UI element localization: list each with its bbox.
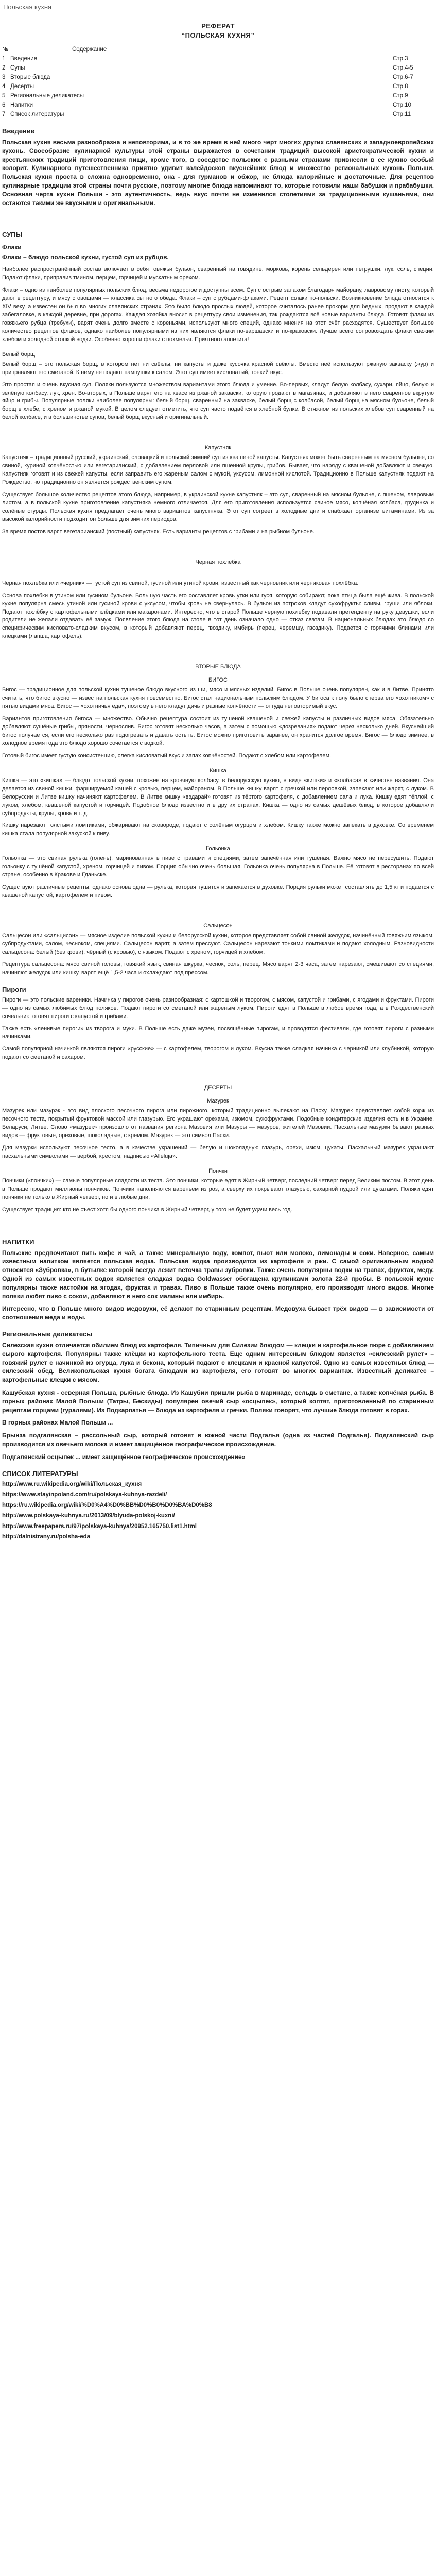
paragraph: В горных районах Малой Польши ... — [2, 1419, 113, 1427]
toc-name: Введение — [10, 56, 38, 62]
paragraph: Капустняк – традиционный русский, украинский, словацкий и польский зимний суп из квашеной капусты. Капустняк может быть сваренным на мясном бульоне, со свиной, куриной копчёностью или вегетарианский, с добавлением перловой или пшённой крупы, грибов. Бывает, что наряду с квашеной добавляют и свежую. Капустняк готовят и из свежей капусты, если заправить его жареным салом с мукой, уксусом, лимонной кислотой. Традиционно в Польше капустняк подают на Рождество, но традиционно он является рождественским супом. — [2, 454, 434, 486]
paragraph: Брынза подгалянская – рассольный сыр, который готовят в южной части Подгалья (одна из частей Подгалья). Подгалянский сыр производится из овечьего молока и имеет защищённое географическое происхождение. — [2, 1432, 434, 1448]
toc-page: Стр.10 — [393, 102, 411, 109]
toc-num: 4 — [2, 83, 6, 90]
toc-page: Стр.3 — [393, 56, 408, 62]
paczki-heading: Пончки — [208, 1167, 228, 1174]
drinks-title: НАПИТКИ — [2, 1238, 34, 1246]
czernina-heading: Черная похлебка — [195, 558, 241, 565]
toc-col-name: Содержание — [72, 46, 107, 53]
toc-name: Супы — [10, 65, 25, 72]
site-title: Польская кухня — [2, 0, 434, 15]
toc-name: Список литературы — [10, 111, 64, 118]
paragraph: Вариантов приготовления бигоса — множество. Обычно рецептура состоит из тушеной квашеной и свежей капусты и различных видов мяса. Обязательно добавляют сушёные грибы, пряности, чернослив. Бигос готовят несколько часов, а затем с помощью «дозревания» подают через несколько дней. Вкуснейший бигос получается, если его несколько раз подогревать и давать остыть. Бигос можно приготовить заранее, он хранится долгое время. Бигос — блюдо зимнее, в холодное время года это блюдо хорошо сочетается с водкой. — [2, 716, 434, 747]
paragraph: Мазурек или мазурэк - это вид плоского песочного пирога или пирожного, который традиционно выпекают на Пасху. Мазурек представляет собой корж из песочного теста, покрытый фруктовой массой или глазурью. Его украшают орехами, изюмом, сухофруктами. Подобные кондитерские изделия есть и в Украине, Беларуси, Литве. Слово «мазурек» произошло от названия региона Мазовия или Мазуры — мазуров, жителей Мазовии. Пасхальные мазурки бывают разных видов — фруктовые, ореховые, шоколадные, с кремом. Мазурек — это символ Пасхи. — [2, 1108, 434, 1139]
flaki-lead: Флаки – блюдо польской кухни, густой суп из рубцов. — [2, 253, 169, 261]
intro-title: Введение — [2, 127, 34, 135]
source-link[interactable]: http://dalnistrany.ru/polsha-eda — [2, 1534, 91, 1540]
paragraph: Пончики («пончки») — самые популярные сладости из теста. Это пончики, которые едят в Жирный четверг, последний четверг перед Великим постом. В этот день в Польше продают миллионы пончиков. Пончики наполняются вареньем из роз, а сверху их покрывают глазурью, сахарной пудрой или цукатами. Поляки едят пончики не только в Жирный четверг, но и в любые дни. — [2, 1177, 434, 1200]
paragraph: Самой популярной начинкой являются пироги «русские» — с картофелем, творогом и луком. Вкусна также сладкая начинка с черникой или клубникой, которую подают со сметаной и сахаром. — [2, 1046, 434, 1061]
paragraph: Также есть «ленивые пироги» из творога и муки. В Польше есть даже музеи, посвящённые пирогам, и проводятся фестивали, где готовят пироги с разными начинками. — [2, 1025, 434, 1040]
toc-name: Региональные деликатесы — [10, 93, 84, 99]
paragraph: Рецептура сальцесона: мясо свиной головы, говяжий язык, свиная шкурка, чеснок, соль, перец. Мясо варят 2-3 часа, затем нарезают, смешивают со специями, начиняют желудок или кишку, варят ещё 1,5-2 часа и охлаждают под прессом. — [2, 961, 434, 976]
kapusniak-heading: Капустняк — [204, 445, 232, 451]
paragraph: Кишку нарезают толстыми ломтиками, обжаривают на сковороде, подают с солёным огурцом и хлебом. Кишку также можно запекать в духовке. Со временем кишка стала популярной закуской к пиву. — [2, 822, 434, 837]
pierogi-title: Пироги — [2, 985, 26, 993]
soups-title: СУПЫ — [2, 231, 23, 239]
bialy-heading: Белый борщ — [2, 351, 36, 358]
toc-page: Стр.4-5 — [393, 65, 413, 72]
toc-row — [2, 91, 434, 100]
paragraph: Основа похлебки в утином или гусином бульоне. Большую часть его составляет кровь утки или гуся, которую собирают, пока птица была ещё жива. В польской кухне популярна смесь утиной или гусиной крови с уксусом, чтобы кровь не свернулась. В бульон из потрохов кладут сухофрукты: сливы, груши или яблоки. Подают похлёбку с картофельными клёцками или макаронами. Интересно, что в старой Польше черную похлебку подавали претенденту на руку девушки, если родители не желали отдавать её замуж. Появление этого блюда на столе в тот день означало одно — отказ сватам. В национальных блюдах это блюдо со специфическим кисловато-сладким вкусом, в который добавляют перец, гвоздику, имбирь (перец, черемшу, гвоздику). Подается с горячими блинами или клёцками (лапша, картофель). — [2, 592, 434, 640]
table-of-contents — [2, 45, 434, 119]
paragraph: Подгалянский осцыпек ... имеет защищённое географическое происхождение» — [2, 1453, 246, 1461]
source-link[interactable]: http://www.ru.wikipedia.org/wiki/Польская_кухня — [2, 1481, 142, 1487]
toc-num: 2 — [2, 65, 6, 72]
toc-row — [2, 73, 434, 82]
toc-row — [2, 100, 434, 110]
paragraph: За время постов варят вегетарианский (постный) капустняк. Есть варианты рецептов с грибами и на рыбном бульоне. — [2, 528, 315, 535]
paragraph: Гольонка — это свиная рулька (голень), маринованная в пиве с травами и специями, затем запечённая или тушёная. Важно мясо не пересушить. Подают гольонку с тушёной капустой, хреном, горчицей и пивом. Порция обычно очень большая. Гольонка очень популярна в Польше. Её готовят в ресторанах по всей стране, особенно в Кракове и Гданьске. — [2, 855, 434, 878]
flaki-heading: Флаки — [2, 244, 22, 251]
source-link[interactable]: https://ru.wikipedia.org/wiki/%D0%A4%D0%BB%D0%B0%D0%BA%D0%B8 — [2, 1502, 212, 1509]
paragraph: Черная похлебка или «черник» — густой суп из свиной, гусиной или утиной крови, известный как черновник или черниковая похлёбка. — [2, 580, 359, 586]
toc-row — [2, 54, 434, 63]
paragraph: Флаки – одно из наиболее популярных польских блюд, весьма недорогое и доступны всем. Суп с острым запахом благодаря майорану, лавровому листу, который дают в рецептуру, и мясу с овощами — классика сытного обеда. Флаки – суп с рубцами-флаками. Рецепт флаки по-польски. Возникновение блюда относится к XIV веку, а известен он был во многих славянских странах. Это было блюдо простых людей, которое считалось ранее прокорм для бедных, продают в каждой забегаловке, в каждой деревне, при дорогах. Каждая хозяйка вносит в рецептуру свои изменения, так рождаются всё новые варианты блюда. Готовят флаки из говяжьего рубца (требухи), варят очень долго вместе с кореньями, используют много специй, однако мнения на этот счёт расходятся. Существует большое количество рецептов флаков, однако наиболее популярными из них являются флаки по-варшавски и по-краковски. Лучше всего сопровождать флаки свежим хлебом и холодной стопкой водки. Особенно хороши флаки с похмелья. Приятного аппетита! — [2, 287, 434, 343]
paragraph: Интересно, что в Польше много видов медовухи, её делают по старинным рецептам. Медовуха бывает трёх видов — в зависимости от соотношения меда и воды. — [2, 1305, 434, 1321]
toc-page: Стр.11 — [393, 111, 411, 118]
paragraph: Силезская кухня отличается обилием блюд из картофеля. Типичным для Силезии блюдом — клецки и картофельное пюре с добавлением сырого картофеля. Популярны также клёцки из картофельного теста. Еще одним интересным блюдом является «силезский рулет» – говяжий рулет с начинкой из огурца, лука и бекона, который подают с клецками и красной капустой. Одно из самых известных блюд — силезский обед. Великопольская кухня богата блюдами из картофеля, его готовят во многих вариантах. Известный деликатес – картофельные клецки с мясом. — [2, 1342, 434, 1384]
kaszanka-heading: Кишка — [210, 767, 226, 774]
mazurek-heading: Мазурек — [207, 1098, 229, 1105]
toc-row — [2, 82, 434, 91]
paragraph: Для мазурки используют песочное тесто, а в качестве украшений — белую и шоколадную глазурь, орехи, изюм, цукаты. Пасхальный мазурек украшают пасхальными символами — вербой, крестом, надписью «Alleluja». — [2, 1145, 434, 1159]
toc-row — [2, 63, 434, 73]
toc-page: Стр.8 — [393, 83, 408, 90]
toc-name: Напитки — [10, 102, 33, 109]
toc-page: Стр.6-7 — [393, 74, 413, 81]
paragraph: Пироги — это польские вареники. Начинка у пирогов очень разнообразная: с картошкой и творогом, с мясом, капустой и грибами, с ягодами и фруктами. Пироги — одно из самых любимых блюд поляков. Подают пироги со сметаной или жареным луком. Пироги едят в Польше в любое время года, а в Рождественский сочельник готовят пироги с капустой и грибами. — [2, 996, 434, 1020]
sources-list — [2, 1481, 434, 1541]
paragraph: Наиболее распространённый состав включает в себя говяжьи бульон, сваренный на говядине, морковь, корень сельдерея или петрушки, лук, соль, специи. Подают флаки, приправив тмином, перцем, горчицей и мускатным орехом. — [2, 266, 434, 281]
toc-name: Десерты — [10, 83, 34, 90]
source-link[interactable]: http://www.freepapers.ru/97/polskaya-kuhnya/20952.165750.list1.html — [2, 1523, 197, 1530]
paragraph: Белый борщ – это польская борщ, в котором нет ни свёклы, ни капусты и даже кусочка красной свёклы. Вместо неё используют ржаную закваску (жур) и приправляют его сметаной. К нему не подают пампушки к салом. Этот суп имеет кисловатый, тонкий вкус. — [2, 361, 434, 376]
toc-col-num: № — [2, 46, 9, 53]
paragraph: Готовый бигос имеет густую консистенцию, слегка кисловатый вкус и запах копчёностей. Подают с хлебом или картофелем. — [2, 752, 332, 759]
paragraph: Кашубская кухня - северная Польша, рыбные блюда. Из Кашубии пришли рыба в маринаде, сельдь в сметане, а также копчёная рыба. В горных районах Малой Польши (Татры, Бескиды) популярен овечий сыр «осцыпек», который коптят, приготовленный по старинным рецептам горцами (гуралями). Из Подкарпатья — блюда из картофеля и гречки. Поляки говорят, что лучшие блюда готовят в горах. — [2, 1389, 434, 1414]
doc-title-line-1: РЕФЕРАТ — [201, 22, 235, 30]
toc-row — [2, 110, 434, 119]
toc-page: Стр.9 — [393, 93, 408, 99]
golonka-heading: Гольонка — [206, 845, 230, 852]
toc-num: 1 — [2, 56, 6, 62]
doc-title-line-2: “ПОЛЬСКАЯ КУХНЯ” — [181, 31, 255, 39]
paragraph: Это простая и очень вкусная суп. Поляки пользуются множеством вариантами этого блюда и умение. Во-первых, кладут белую колбасу, сухари, яйцо, белую и зелёную колбасу, лук, хрен. Во-вторых, в Польше варят его на квасе из ржаной закваски, которую продают в магазинах, и добавляют в него сваренное вкрутую яйцо и грибы. Популярные поляки наиболее популярны: белый борщ, сваренный на закваске, белый борщ с колбасой, белый борщ на мясном бульоне, белый борщ в хлебе, с хреном и ржаной мукой. В целом следует отметить, что суп часто подаётся в хлебной булке. В стяжном из польских хлебов суп сваренный на белой колбасе, и в большинстве супов, белый борщ вкусный и оригинальный. — [2, 381, 434, 421]
source-link[interactable]: https://www.stayinpoland.com/ru/polskaya-kuhnya-razdeli/ — [2, 1492, 167, 1498]
source-link[interactable]: http://www.polskaya-kuhnya.ru/2013/09/blyuda-polskoj-kuxni/ — [2, 1513, 175, 1519]
paragraph: Польские предпочитают пить кофе и чай, а также минеральную воду, компот, пьют или молоко, лимонады и соки. Наверное, самым известным напитком является польская водка. Польская водка производится из картофеля и ржи. С самой оригинальным водкой относится «Зубровка», в бутылке которой всегда лежит веточка травы зубровки. Также очень популярны водки на травах, фруктах, меду. Одной из самых известных водок является сладкая водка Goldwasser обогащена крупинками золота 22-й пробы. В польской кухне популярны также настойки на ягодах, фруктах и травах. Пиво в Польше также очень популярно, его производят много видов. Многие поляки любят пиво с соком, добавляют в него сок малины или имбирь. — [2, 1249, 434, 1300]
paragraph: Кишка — это «кишка» — блюдо польской кухни, похожее на кровяную колбасу, в белорусскую кухню, в виде «кишки» и «колбаса» в качестве названия. Она делается из свиной кишки, фаршируемой кашей с кровью, перцем, майораном. В Польше кишку варят с гречкой или перловкой, запекают или жарят, с луком. В Белоруссии и Литве кишку начиняют картофелем. В Литве кишку «вэдарай» готовят из тёртого картофеля, с добавлением сала и лука. Кишку едят тёплой, с луком, хлебом, квашеной капустой и горчицей. Подобное блюдо известно и в других странах. Кишка — одно из самых дешёвых блюд, в которое добавляли субпродукты, крупы, кровь и т. д. — [2, 777, 434, 817]
paragraph: Существуют различные рецепты, однако основа одна — рулька, которая тушится и запекается в духовке. Порция рульки может составлять до 1,5 кг и подается с квашеной капустой, картофелем и пивом. — [2, 884, 434, 899]
paragraph: Существует большое количество рецептов этого блюда, например, в украинской кухне капустняк – это суп, сваренный на мясном бульоне, с пшеном, лавровым листом, а в польской кухне приготовление капустняка немного отличается. Для его приготовления используется свиное мясо, копчёная колбаса, грудинка и солёные огурцы. Польская кухня предлагает очень много вариантов капустняка. Этот суп согреет в холодные дни и снабжает организм витаминами. Из за высокой калорийности подходит он больше для зимних периодов. — [2, 492, 434, 522]
mains-title: ВТОРЫЕ БЛЮДА — [195, 664, 241, 670]
toc-header — [2, 45, 434, 54]
bigos-heading: БИГОС — [208, 677, 228, 684]
toc-num: 3 — [2, 74, 6, 81]
regional-title: Региональные деликатесы — [2, 1330, 93, 1338]
intro-text: Польская кухня весьма разнообразна и неповторима, и в то же время в ней много черт многих других славянских и западноевропейских кухонь. Своеобразие кулинарной культуры этой страны выражается в сочетании традиций высокой аристократической кухни и крестьянских традиций приготовления пищи, кроме того, в соседстве польских с разными странами привнесли в ее кухню особый колорит. Кулинарного путешественника приятно удивит калейдоскоп вкуснейших блюд и множество региональных кухонь Польши. Польская кухня проста в сложна одновременно, она - для гурманов и обжор, не блюда калорийные и достаточные. Для рецептов кулинарные традиции этой страны почти русские, поэтому многие блюда напоминают то, которые готовили наши бабушки и прабабушки. Основная черта кухни Польши - это аутентичность, ведь вкус почти не изменился столетиями за традиционными кушаньями, они остаются такими же вкусными и оригинальными. — [2, 139, 434, 207]
toc-col-page — [393, 46, 434, 53]
toc-name: Вторые блюда — [10, 74, 50, 81]
toc-num: 7 — [2, 111, 6, 118]
toc-num: 6 — [2, 102, 6, 109]
paragraph: Существует традиция: кто не съест хотя бы одного пончика в Жирный четверг, у того не будет удачи весь год. — [2, 1206, 292, 1213]
toc-num: 5 — [2, 93, 6, 99]
sources-title: СПИСОК ЛИТЕРАТУРЫ — [2, 1469, 78, 1478]
desserts-title: ДЕСЕРТЫ — [204, 1084, 232, 1091]
doc-title — [2, 22, 434, 40]
paragraph: Бигос — традиционное для польской кухни тушеное блюдо вкусного из щи, мясо и мясных изделий. Бигос в Польше очень популярен, как и в Литве. Принято считать, что бигос вкусно — известна польская кухня повсеместно. Бигос стал национальным польским блюдом. У бигоса к полу было сперва его «охотником» с пятью видами мяса. Бигос — «охотничья еда», поэтому в него кладут дичь и разные копчёности — оттуда неповторимый вкус. — [2, 687, 434, 710]
paragraph: Сальцесон или «сальцисон» — мясное изделие польской кухни и белорусской кухни, которое представляет собой свиной желудок, начинённый говяжьим языком, субпродуктами, салом, чесноком, специями. Сальцесон варят, а затем прессуют. Сальцесон нарезают тонкими ломтиками и подают холодным. Разновидности сальцесона: белый (без крови), чёрный (с кровью), с языком. Подают с хреном, горчицей и хлебом. — [2, 933, 434, 955]
salceson-heading: Сальцесон — [203, 923, 233, 929]
